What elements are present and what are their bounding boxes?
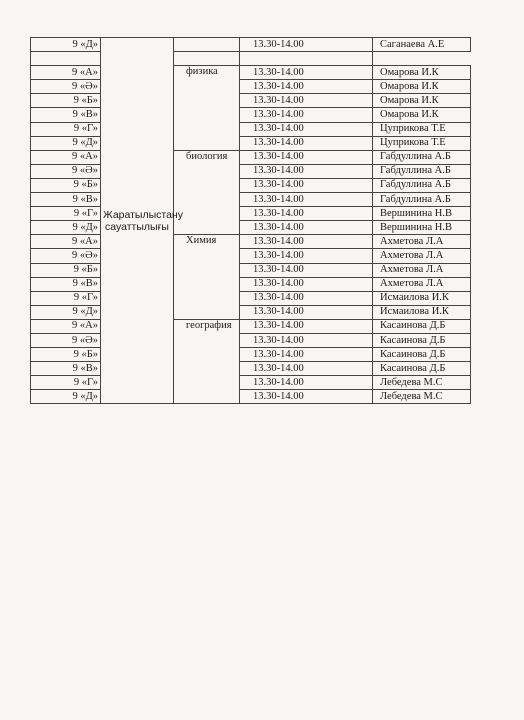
class-cell: 9 «Ә» (31, 80, 101, 94)
class-cell: 9 «Ә» (31, 164, 101, 178)
teacher-cell: Исмаилова И.К (373, 305, 471, 319)
class-cell: 9 «Д» (31, 390, 101, 404)
teacher-cell: Ахметова Л.А (373, 277, 471, 291)
table-row (31, 122, 471, 136)
class-cell: 9 «Б» (31, 94, 101, 108)
class-cell: 9 «В» (31, 193, 101, 207)
teacher-cell: Лебедева М.С (373, 376, 471, 390)
class-cell: 9 «Г» (31, 376, 101, 390)
teacher-cell: Габдуллина А.Б (373, 150, 471, 164)
time-cell: 13.30-14.00 (240, 80, 373, 94)
subject-cell: физика (174, 66, 240, 151)
table-row (31, 390, 471, 404)
table-row (31, 94, 471, 108)
subject-cell: Химия (174, 235, 240, 320)
time-cell: 13.30-14.00 (240, 122, 373, 136)
time-cell: 13.30-14.00 (240, 221, 373, 235)
time-cell: 13.30-14.00 (240, 362, 373, 376)
table-row (31, 249, 471, 263)
teacher-cell (240, 52, 373, 66)
time-cell: 13.30-14.00 (240, 333, 373, 347)
table-row (31, 362, 471, 376)
teacher-cell: Вершинина Н.В (373, 221, 471, 235)
class-cell: 9 «Г» (31, 291, 101, 305)
time-cell: 13.30-14.00 (240, 277, 373, 291)
table-row (31, 150, 471, 164)
table-row (31, 333, 471, 347)
class-cell: 9 «Ә» (31, 333, 101, 347)
table-row (31, 319, 471, 333)
subject-cell: география (174, 319, 240, 404)
time-cell: 13.30-14.00 (240, 291, 373, 305)
class-cell: 9 «В» (31, 362, 101, 376)
time-cell: 13.30-14.00 (240, 178, 373, 192)
time-cell: 13.30-14.00 (240, 150, 373, 164)
time-cell: 13.30-14.00 (240, 249, 373, 263)
table-row (31, 164, 471, 178)
class-cell: 9 «Д» (31, 305, 101, 319)
table-row (31, 193, 471, 207)
time-cell: 13.30-14.00 (240, 390, 373, 404)
teacher-cell: Саганаева А.Е (373, 38, 471, 52)
time-cell: 13.30-14.00 (240, 108, 373, 122)
time-cell: 13.30-14.00 (240, 263, 373, 277)
time-cell: 13.30-14.00 (240, 164, 373, 178)
class-cell: 9 «Г» (31, 207, 101, 221)
subject-cell (174, 38, 240, 52)
class-cell: 9 «А» (31, 319, 101, 333)
table-row (31, 178, 471, 192)
teacher-cell: Касаинова Д.Б (373, 319, 471, 333)
table-row (31, 80, 471, 94)
class-cell: 9 «Д» (31, 38, 101, 52)
table-row (31, 376, 471, 390)
teacher-cell: Габдуллина А.Б (373, 164, 471, 178)
class-cell: 9 «В» (31, 108, 101, 122)
teacher-cell: Омарова И.К (373, 94, 471, 108)
time-cell: 13.30-14.00 (240, 348, 373, 362)
section-cell: Жаратылыстану сауаттылығы (101, 38, 174, 404)
time-cell: 13.30-14.00 (240, 305, 373, 319)
teacher-cell: Цуприкова Т.Е (373, 136, 471, 150)
class-cell: 9 «Д» (31, 136, 101, 150)
schedule-table (30, 37, 471, 404)
class-cell: 9 «Г» (31, 122, 101, 136)
class-cell: 9 «Б» (31, 348, 101, 362)
table-row (31, 136, 471, 150)
teacher-cell: Цуприкова Т.Е (373, 122, 471, 136)
table-row (31, 221, 471, 235)
table-row (31, 235, 471, 249)
teacher-cell: Лебедева М.С (373, 390, 471, 404)
table-row (31, 348, 471, 362)
table-row (31, 108, 471, 122)
time-cell: 13.30-14.00 (240, 207, 373, 221)
class-cell: 9 «А» (31, 150, 101, 164)
table-row (31, 305, 471, 319)
teacher-cell: Исмаилова И.К (373, 291, 471, 305)
table-row (31, 52, 471, 66)
time-cell: 13.30-14.00 (240, 94, 373, 108)
teacher-cell: Габдуллина А.Б (373, 178, 471, 192)
time-cell: 13.30-14.00 (240, 319, 373, 333)
schedule-body (31, 38, 471, 404)
table-row (31, 66, 471, 80)
teacher-cell: Касаинова Д.Б (373, 348, 471, 362)
teacher-cell: Касаинова Д.Б (373, 333, 471, 347)
class-cell: 9 «Б» (31, 263, 101, 277)
table-row (31, 38, 471, 52)
time-cell: 13.30-14.00 (240, 38, 373, 52)
teacher-cell: Ахметова Л.А (373, 235, 471, 249)
class-cell: 9 «Д» (31, 221, 101, 235)
time-cell: 13.30-14.00 (240, 66, 373, 80)
class-cell: 9 «Ә» (31, 249, 101, 263)
subject-cell: биология (174, 150, 240, 235)
teacher-cell: Касаинова Д.Б (373, 362, 471, 376)
time-cell: 13.30-14.00 (240, 136, 373, 150)
time-cell (174, 52, 240, 66)
class-cell: 9 «В» (31, 277, 101, 291)
time-cell: 13.30-14.00 (240, 193, 373, 207)
class-cell: 9 «А» (31, 66, 101, 80)
class-cell (31, 52, 101, 66)
table-row (31, 263, 471, 277)
table-row (31, 207, 471, 221)
time-cell: 13.30-14.00 (240, 235, 373, 249)
class-cell: 9 «А» (31, 235, 101, 249)
class-cell: 9 «Б» (31, 178, 101, 192)
time-cell: 13.30-14.00 (240, 376, 373, 390)
table-row (31, 277, 471, 291)
teacher-cell: Ахметова Л.А (373, 249, 471, 263)
teacher-cell: Омарова И.К (373, 66, 471, 80)
teacher-cell: Омарова И.К (373, 80, 471, 94)
teacher-cell: Ахметова Л.А (373, 263, 471, 277)
teacher-cell: Вершинина Н.В (373, 207, 471, 221)
table-row (31, 291, 471, 305)
teacher-cell: Омарова И.К (373, 108, 471, 122)
teacher-cell: Габдуллина А.Б (373, 193, 471, 207)
